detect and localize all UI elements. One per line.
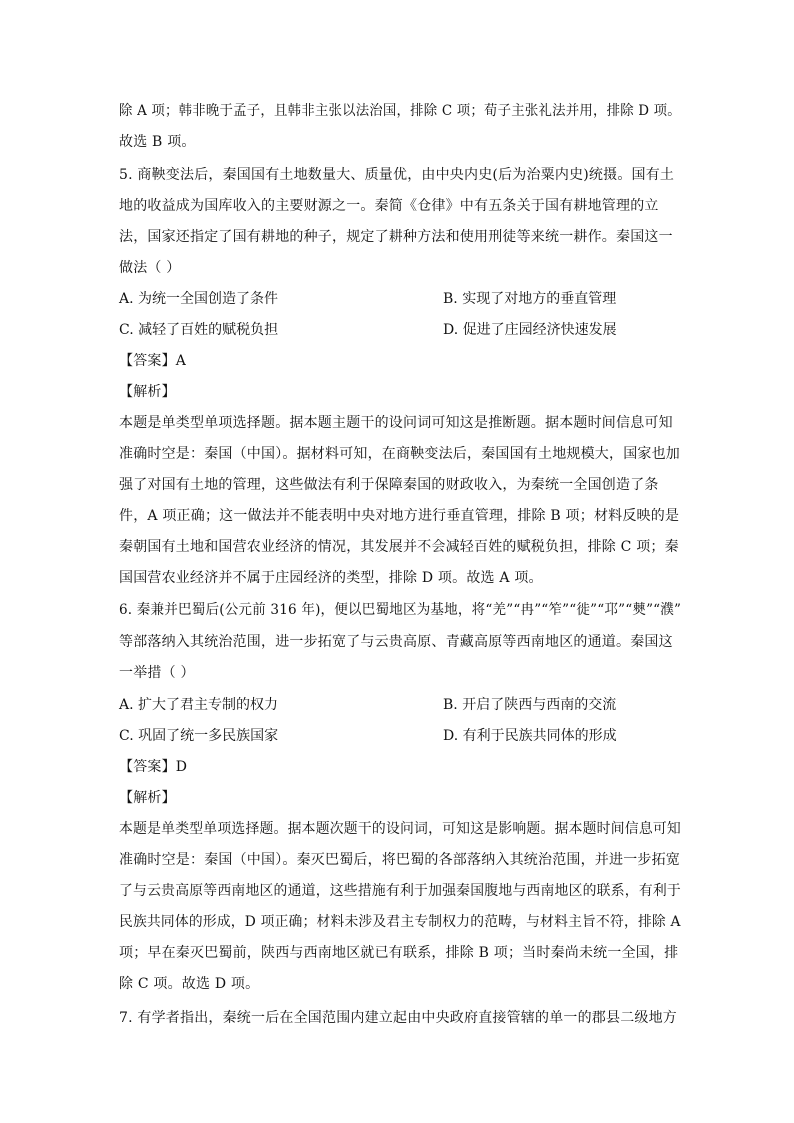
q6-analysis-heading: 【解析】: [119, 790, 176, 806]
q5-answer: 【答案】A: [119, 353, 187, 369]
q6-option-c: C. 巩固了统一多民族国家: [119, 728, 279, 744]
q6-analysis-line-2: 准确时空是：秦国（中国）。秦灭巴蜀后，将巴蜀的各部落纳入其统治范围，并进一步拓宽: [119, 852, 680, 868]
q6-stem-line-3: 一举措（ ）: [119, 665, 195, 681]
q5-analysis-line-4: 件，A 项正确；这一做法并不能表明中央对地方进行垂直管理，排除 B 项；材料反映的是: [119, 508, 680, 524]
q6-stem-line-1: 6. 秦兼并巴蜀后(公元前 316 年)，便以巴蜀地区为基地，将“羌”“冉”“笮”“徙”“邛”“僰”“濮”: [119, 602, 682, 618]
q5-stem-line-3: 法，国家还指定了国有耕地的种子，规定了耕种方法和使用刑徒等来统一耕作。秦国这一: [119, 229, 673, 245]
q6-analysis-line-4: 民族共同体的形成，D 项正确；材料未涉及君主专制权力的范畴，与材料主旨不符，排除 A: [119, 914, 681, 930]
q6-option-a: A. 扩大了君主专制的权力: [119, 697, 279, 713]
q6-option-b: B. 开启了陕西与西南的交流: [443, 697, 617, 713]
q5-analysis-line-3: 强了对国有土地的管理，这些做法有利于保障秦国的财政收入，为秦统一全国创造了条: [119, 477, 659, 493]
q5-stem-line-4: 做法（ ）: [119, 260, 181, 276]
q6-answer: 【答案】D: [119, 759, 188, 775]
q6-analysis-line-1: 本题是单类型单项选择题。据本题次题干的设问词，可知这是影响题。据本题时间信息可知: [119, 821, 681, 837]
q5-analysis-heading: 【解析】: [119, 384, 176, 400]
prev-analysis-line-2: 故选 B 项。: [119, 134, 196, 150]
q5-option-d: D. 促进了庄园经济快速发展: [443, 322, 617, 338]
q5-analysis-line-1: 本题是单类型单项选择题。据本题主题干的设问词可知这是推断题。据本题时间信息可知: [119, 415, 673, 431]
q5-analysis-line-6: 国国营农业经济并不属于庄园经济的类型，排除 D 项。故选 A 项。: [119, 570, 543, 586]
q6-analysis-line-5: 项；早在秦灭巴蜀前，陕西与西南地区就已有联系，排除 B 项；当时秦尚未统一全国，排: [119, 945, 679, 961]
q6-analysis-line-6: 除 C 项。故选 D 项。: [119, 976, 260, 992]
q7-stem-line-1: 7. 有学者指出，秦统一后在全国范围内建立起由中央政府直接管辖的单一的郡县二级地方: [119, 1010, 678, 1026]
q6-option-d: D. 有利于民族共同体的形成: [443, 728, 617, 744]
q6-analysis-line-3: 了与云贵高原等西南地区的通道，这些措施有利于加强秦国腹地与西南地区的联系，有利于: [119, 883, 681, 899]
q5-stem-line-2: 地的收益成为国库收入的主要财源之一。秦简《仓律》中有五条关于国有耕地管理的立: [119, 198, 659, 214]
q5-stem-line-1: 5. 商鞅变法后，秦国国有土地数量大、质量优，由中央内史(后为治粟内史)统摄。国有土: [119, 167, 675, 183]
q5-option-c: C. 减轻了百姓的赋税负担: [119, 322, 279, 338]
q5-option-a: A. 为统一全国创造了条件: [119, 291, 279, 307]
q5-analysis-line-2: 准确时空是：秦国（中国）。据材料可知，在商鞅变法后，秦国国有土地规模大，国家也加: [119, 446, 680, 462]
q5-analysis-line-5: 秦朝国有土地和国营农业经济的情况，其发展并不会减轻百姓的赋税负担，排除 C 项；秦: [119, 539, 679, 555]
q6-stem-line-2: 等部落纳入其统治范围，进一步拓宽了与云贵高原、青藏高原等西南地区的通道。秦国这: [119, 634, 673, 650]
q5-option-b: B. 实现了对地方的垂直管理: [443, 291, 617, 307]
prev-analysis-line-1: 除 A 项；韩非晚于孟子，且韩非主张以法治国，排除 C 项；荀子主张礼法并用，排除 D 项。: [119, 103, 681, 119]
